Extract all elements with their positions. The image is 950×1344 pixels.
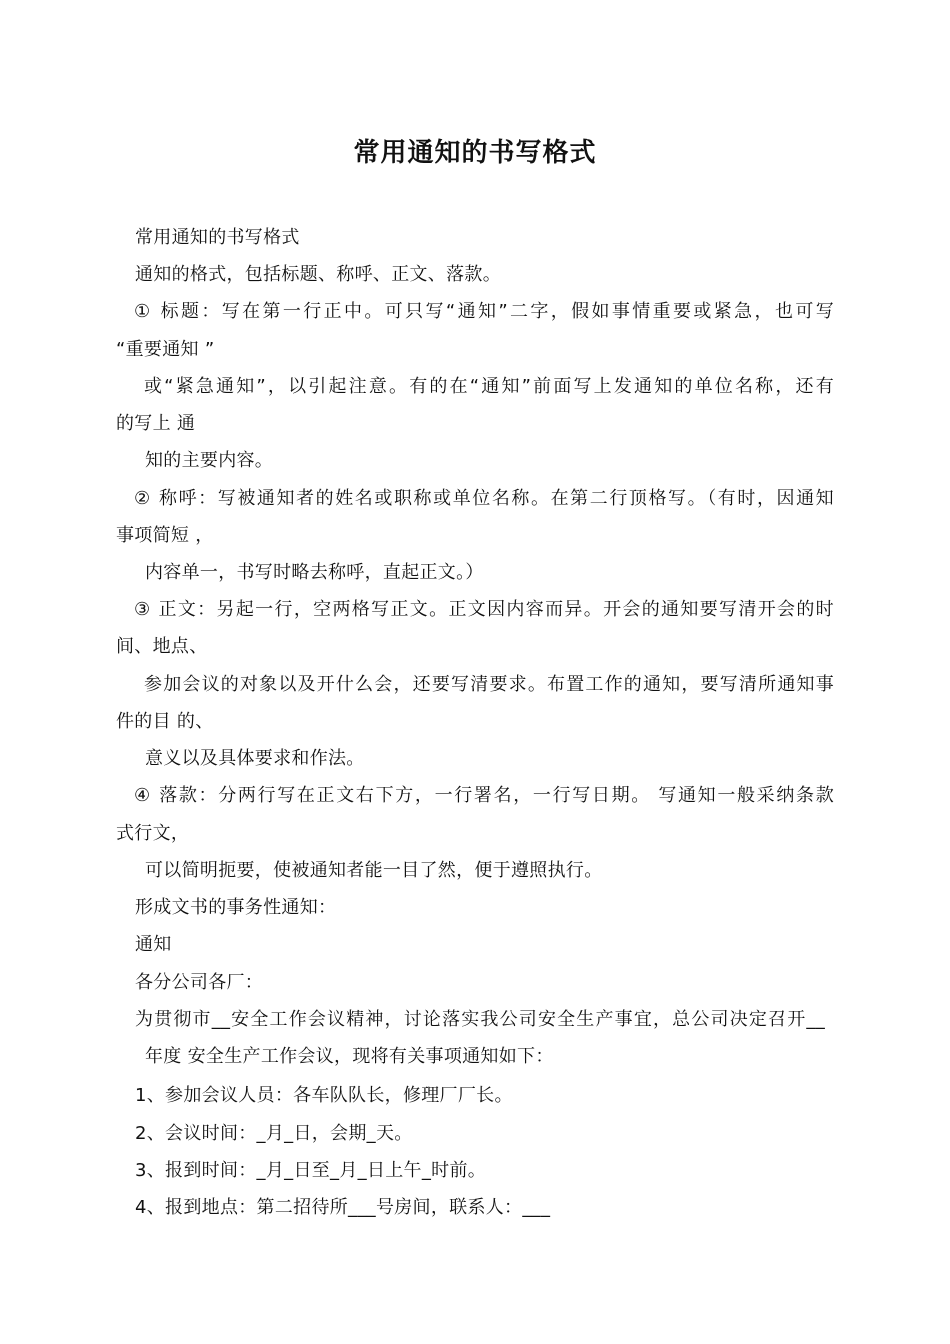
text-line: 1、参加会议人员：各车队队长，修理厂厂长。 — [135, 1085, 513, 1106]
text-line: 间、地点、 — [116, 636, 208, 657]
text-line: 事项简短 ， — [116, 525, 214, 546]
text-line: 年度 安全生产工作会议，现将有关事项通知如下： — [145, 1046, 554, 1067]
text-line: 形成文书的事务性通知： — [135, 897, 337, 918]
text-line: ④ 落款：分两行写在正文右下方，一行署名，一行写日期。 写通知一般采纳条款 — [134, 785, 834, 806]
text-line: 可以简明扼要，使被通知者能一目了然，便于遵照执行。 — [145, 860, 603, 881]
text-line: 通知的格式，包括标题、称呼、正文、落款。 — [135, 264, 501, 285]
text-line: 式行文， — [116, 823, 190, 844]
text-line: “重要通知 ” — [116, 339, 215, 360]
text-line: 为贯彻市__安全工作会议精神，讨论落实我公司安全生产事宜，总公司决定召开__ — [135, 1009, 825, 1030]
text-line: 参加会议的对象以及开什么会，还要写清要求。布置工作的通知，要写清所通知事 — [144, 674, 834, 695]
text-line: 的写上 通 — [116, 413, 196, 434]
text-line: 常用通知的书写格式 — [135, 227, 300, 248]
text-line: 各分公司各厂： — [135, 972, 264, 993]
text-line: 知的主要内容。 — [145, 450, 274, 471]
page-title: 常用通知的书写格式 — [353, 138, 597, 168]
text-line: ③ 正文：另起一行，空两格写正文。正文因内容而异。开会的通知要写清开会的时 — [134, 599, 834, 620]
text-line: 件的目 的、 — [116, 711, 214, 732]
text-line: ② 称呼：写被通知者的姓名或职称或单位名称。在第二行顶格写。（有时，因通知 — [134, 488, 834, 509]
text-line: 意义以及具体要求和作法。 — [145, 748, 365, 769]
text-line: 2、会议时间：_月_日，会期_天。 — [135, 1123, 413, 1144]
text-line: 通知 — [135, 934, 172, 955]
text-line: 4、报到地点：第二招待所___号房间，联系人：___ — [135, 1197, 551, 1218]
text-line: ① 标题：写在第一行正中。可只写“通知”二字，假如事情重要或紧急，也可写 — [134, 301, 834, 322]
text-line: 3、报到时间：_月_日至_月_日上午_时前。 — [135, 1160, 487, 1181]
text-line: 内容单一，书写时略去称呼，直起正文。） — [145, 562, 484, 583]
text-line: 或“紧急通知”，以引起注意。有的在“通知”前面写上发通知的单位名称，还有 — [144, 376, 834, 397]
